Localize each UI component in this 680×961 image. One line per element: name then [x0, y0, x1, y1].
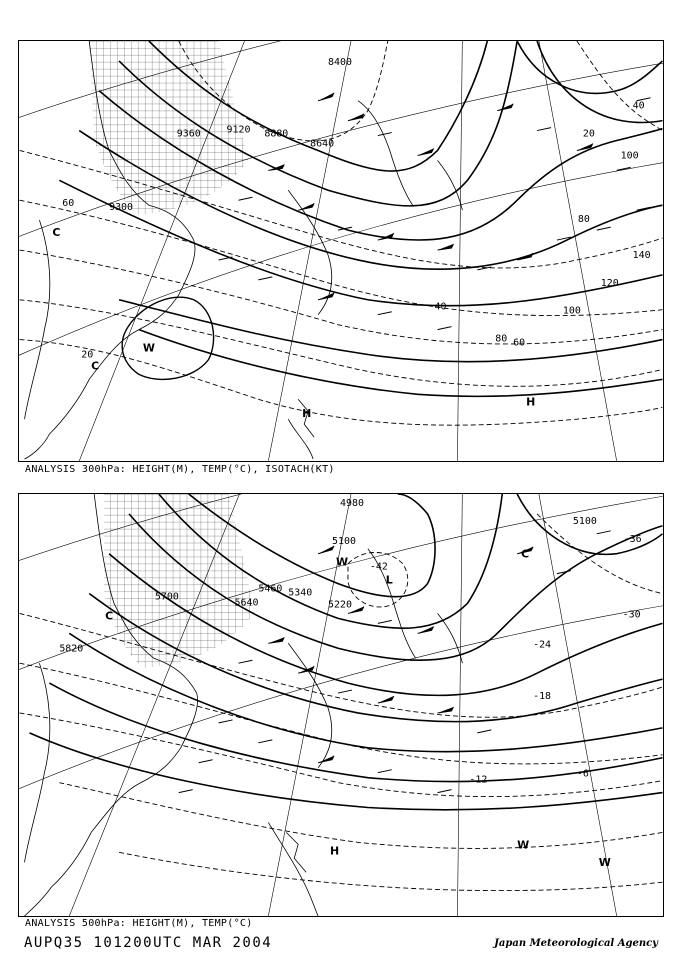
height-label: 5640 — [234, 597, 259, 609]
map-500hpa — [19, 494, 663, 916]
hatched-region — [104, 494, 254, 668]
isotach-label: 100 — [620, 150, 639, 162]
height-label: 9120 — [226, 124, 251, 136]
height-label: 8880 — [264, 128, 289, 140]
height-label: 5220 — [328, 599, 352, 611]
pressure-center-label: H — [330, 844, 340, 858]
temp-label: -6 — [576, 768, 589, 780]
temp-label: -30 — [622, 609, 641, 621]
temp-label: -24 — [533, 639, 552, 651]
height-label: 8400 — [328, 56, 352, 68]
pressure-center-label: C — [521, 547, 530, 561]
map-300hpa-caption: ANALYSIS 300hPa: HEIGHT(M), TEMP(°C), ISOTACH(KT) — [25, 464, 335, 475]
height-label: 8640 — [310, 138, 335, 150]
map-300hpa-panel — [18, 40, 664, 462]
isotach-label: 140 — [632, 249, 651, 261]
agency-name: Japan Meteorological Agency — [494, 938, 658, 949]
temp-label: -18 — [533, 691, 552, 703]
isotach-label: 100 — [562, 305, 581, 317]
pressure-center-label: C — [52, 226, 61, 240]
coastline — [25, 494, 463, 916]
pressure-center-label: L — [385, 573, 393, 587]
isotach-label: 120 — [600, 277, 619, 289]
warm-area-contour — [122, 297, 213, 379]
height-label: 5340 — [288, 587, 313, 599]
isotach-label: 40 — [434, 301, 447, 313]
temp-label: -42 — [369, 561, 388, 573]
pressure-center-label: H — [302, 407, 312, 421]
isotach-label: 20 — [582, 128, 595, 140]
coastline — [25, 41, 463, 459]
pressure-center-label: H — [526, 395, 536, 409]
hatched-region — [89, 41, 248, 215]
height-label: 5820 — [59, 643, 84, 655]
pressure-center-label: W — [336, 555, 349, 569]
isotach-label: 80 — [577, 214, 590, 226]
map-500hpa-panel — [18, 493, 664, 917]
height-label: 5700 — [154, 591, 179, 603]
height-label: 4980 — [340, 497, 364, 509]
pressure-center-label: C — [105, 609, 114, 623]
height-label: 9300 — [109, 202, 134, 214]
isotach-label: 40 — [632, 100, 645, 112]
isotach-label: 60 — [513, 337, 526, 349]
pressure-center-label: C — [91, 359, 100, 373]
temp-label: -36 — [623, 533, 642, 545]
map-300hpa — [19, 41, 663, 461]
chart-code-datetime: AUPQ35 101200UTC MAR 2004 — [24, 935, 273, 951]
height-label: 5100 — [332, 535, 356, 547]
pressure-center-label: W — [142, 341, 156, 355]
temp-label: -12 — [469, 774, 488, 786]
map-500hpa-caption: ANALYSIS 500hPa: HEIGHT(M), TEMP(°C) — [25, 918, 253, 929]
isotach-label: 20 — [81, 349, 94, 361]
isotach-label: 80 — [495, 333, 508, 345]
isotach-label: 60 — [62, 198, 75, 210]
height-label: 9360 — [176, 128, 201, 140]
height-label: 5460 — [258, 583, 283, 595]
pressure-center-label: W — [598, 856, 611, 870]
pressure-center-label: W — [517, 838, 530, 852]
height-label: 5100 — [572, 515, 597, 527]
